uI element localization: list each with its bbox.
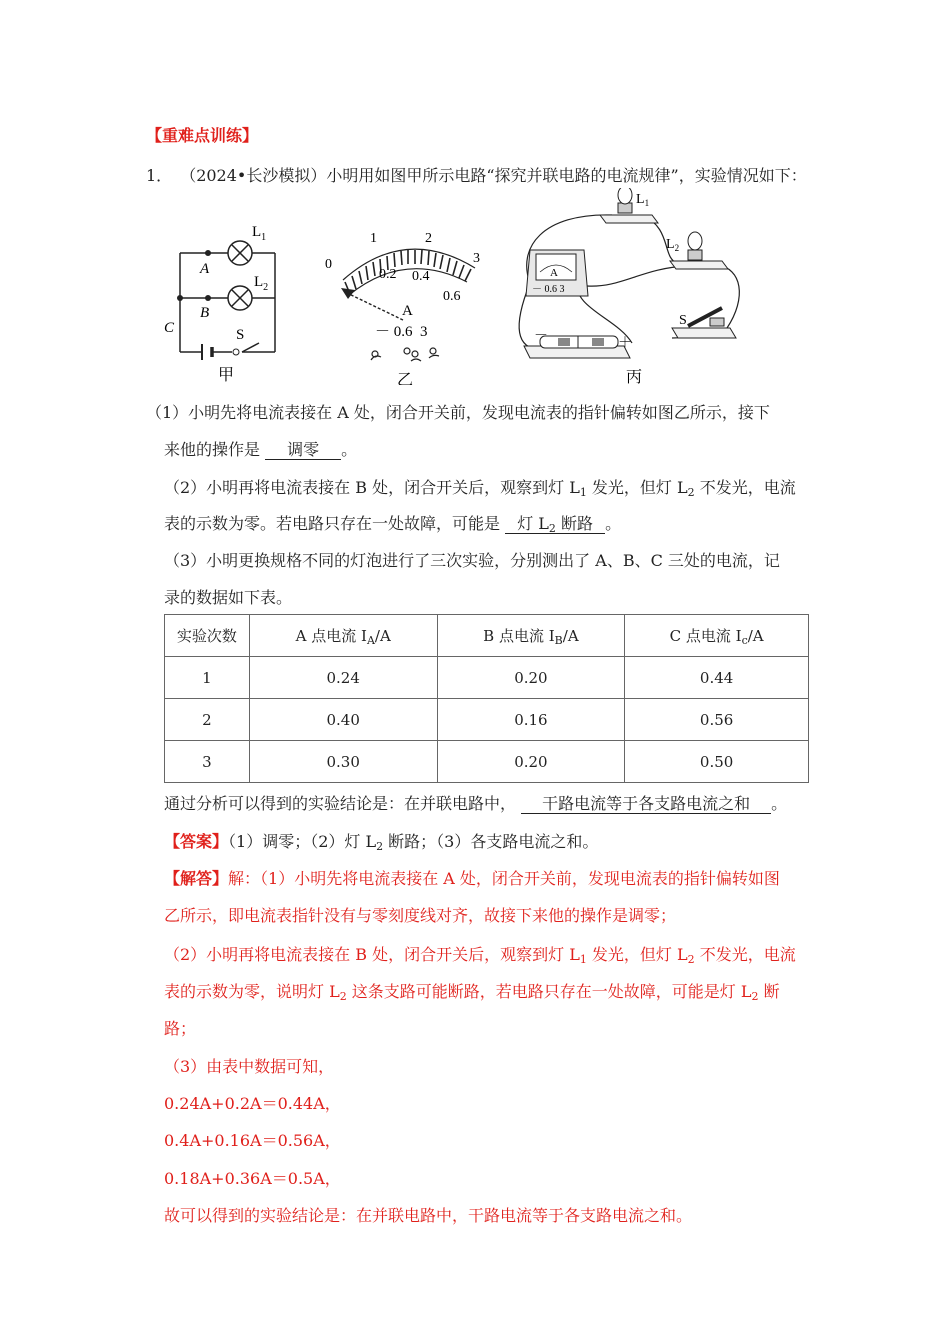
dial-label-04: 0.4 <box>412 269 430 284</box>
table-row <box>165 699 809 741</box>
dial-label-3: 3 <box>473 251 480 266</box>
table-cell: 0.56 <box>625 699 809 741</box>
dial-label-1: 1 <box>370 231 377 246</box>
bing-label-l2: $L_2$ <box>666 237 680 253</box>
table-cell: 0.20 <box>437 657 625 699</box>
stem-text: （2024•长沙模拟）小明用如图甲所示电路“探究并联电路的电流规律”，实验情况如下： <box>180 166 807 185</box>
table-cell: 1 <box>165 657 250 699</box>
dial-unit: A <box>402 303 413 319</box>
conclusion-prompt: 通过分析可以得到的实验结论是：在并联电路中， <box>164 794 517 813</box>
table-row <box>165 741 809 783</box>
table-header-cell: C 点电流 $I_c/A$ <box>625 615 809 657</box>
question-number: 1． <box>146 166 173 185</box>
figure-yi-ammeter <box>315 220 495 385</box>
battery-plus: ＋ <box>618 336 632 351</box>
q3-line-1: （3）小明更换规格不同的灯泡进行了三次实验，分别测出了 A、B、C 三处的电流，记 <box>164 551 780 570</box>
solution-line-10: 故可以得到的实验结论是：在并联电路中，干路电流等于各支路电流之和。 <box>164 1206 693 1225</box>
answer-sub: 2 <box>376 840 384 853</box>
ammeter-terminals: － 0.6 3 <box>532 284 565 295</box>
solution-line-8: 0.4A+0.16A＝0.56A， <box>164 1131 341 1150</box>
table-cell: 3 <box>165 741 250 783</box>
table-header-row <box>165 615 809 657</box>
bing-label-s: S <box>679 313 687 328</box>
section-title: 【重难点训练】 <box>146 126 259 145</box>
table-header-cell: B 点电流 $I_B/A$ <box>437 615 625 657</box>
dial-label-0: 0 <box>325 257 332 272</box>
solution-line-9: 0.18A+0.36A＝0.5A， <box>164 1169 341 1188</box>
q2-text-b: 发光，但灯 L <box>586 478 688 497</box>
label-l1: $L_1$ <box>252 224 267 243</box>
table-cell: 0.30 <box>249 741 437 783</box>
table-cell: 0.50 <box>625 741 809 783</box>
q1-end: 。 <box>341 440 358 459</box>
node-b-dot <box>205 295 211 301</box>
terminal-screws <box>371 348 439 361</box>
label-l2: $L_2$ <box>254 274 269 293</box>
caption-bing: 丙 <box>626 369 643 386</box>
node-c-dot <box>177 295 183 301</box>
solution-line-2: 乙所示，即电流表指针没有与零刻度线对齐，故接下来他的操作是调零； <box>164 906 677 925</box>
table-cell: 0.40 <box>249 699 437 741</box>
q1-prompt: 来他的操作是 <box>164 440 261 459</box>
q1-line-1: （1）小明先将电流表接在 A 处，闭合开关前，发现电流表的指针偏转如图乙所示，接下 <box>146 403 770 422</box>
solution-line-4: 表的示数为零，说明灯 $L_2$ 这条支路可能断路，若电路只存在一处故障，可能是灯 $L_2$ 断 <box>164 982 780 1003</box>
answer-text-a: （1）调零；（2）灯 L <box>228 832 377 851</box>
table-header-cell: 实验次数 <box>165 615 250 657</box>
solution-line-1 <box>164 866 780 889</box>
q3-line-2: 录的数据如下表。 <box>164 588 293 607</box>
q2-text-c: 不发光，电流 <box>694 478 796 497</box>
solution-line-7: 0.24A+0.2A＝0.44A， <box>164 1094 341 1113</box>
q2-sub-2: 2 <box>687 486 695 499</box>
solution-line-5: 路； <box>164 1019 197 1038</box>
label-a: A <box>200 261 210 277</box>
q2-sub-1: 1 <box>579 486 587 499</box>
data-table <box>164 614 809 783</box>
q2-end: 。 <box>605 514 622 533</box>
solution-text: 解：（1）小明先将电流表接在 A 处，闭合开关前，发现电流表的指针偏转如图 <box>228 869 780 888</box>
table-cell: 2 <box>165 699 250 741</box>
table-cell: 0.24 <box>249 657 437 699</box>
figure-bing-physical-circuit <box>512 188 752 388</box>
q1-answer-blank: 调零 <box>265 441 341 460</box>
table-cell: 0.20 <box>437 741 625 783</box>
table-cell: 0.44 <box>625 657 809 699</box>
caption-yi: 乙 <box>397 372 414 385</box>
table-header-cell: A 点电流 $I_A/A$ <box>249 615 437 657</box>
label-b: B <box>200 305 210 321</box>
dial-terminals: － 0.6 3 <box>375 324 428 340</box>
label-s: S <box>236 327 245 343</box>
dial-label-2: 2 <box>425 231 432 246</box>
answer-line <box>164 829 598 852</box>
answer-text-b: 断路；（3）各支路电流之和。 <box>383 832 599 851</box>
caption-jia: 甲 <box>218 367 235 384</box>
bing-label-l1: $L_1$ <box>636 192 650 208</box>
q2-prompt: 表的示数为零。若电路只存在一处故障，可能是 <box>164 514 501 533</box>
lamp-l1-board <box>600 188 658 223</box>
ammeter-unit: A <box>550 267 558 279</box>
conclusion-line <box>164 791 787 814</box>
q1-line-2 <box>164 437 357 460</box>
dial-label-02: 0.2 <box>379 267 397 282</box>
answer-label: 【答案】 <box>164 832 229 851</box>
solution-label: 【解答】 <box>164 869 229 888</box>
question-stem <box>146 163 807 186</box>
solution-line-6: （3）由表中数据可知， <box>164 1057 335 1076</box>
table-cell: 0.16 <box>437 699 625 741</box>
dial-label-06: 0.6 <box>443 289 461 304</box>
solution-line-3: （2）小明再将电流表接在 B 处，闭合开关后，观察到灯 $L_1$ 发光，但灯 $L_2$ 不发光，电流 <box>164 945 796 966</box>
q2-answer-blank: 灯 $L_2$ 断路 <box>505 515 605 534</box>
battery-minus: － <box>534 329 548 344</box>
conclusion-answer-blank: 干路电流等于各支路电流之和 <box>521 795 771 814</box>
figure-jia-circuit <box>160 215 290 385</box>
pointer-line <box>345 292 403 320</box>
label-c: C <box>164 320 175 336</box>
conclusion-end: 。 <box>771 794 788 813</box>
switch-pivot <box>233 349 239 355</box>
node-a-dot <box>205 250 211 256</box>
q2-text-a: （2）小明再将电流表接在 B 处，闭合开关后，观察到灯 L <box>164 478 580 497</box>
table-row <box>165 657 809 699</box>
q2-line-1 <box>164 475 796 498</box>
pointer-head <box>341 288 355 299</box>
q2-line-2 <box>164 511 621 534</box>
